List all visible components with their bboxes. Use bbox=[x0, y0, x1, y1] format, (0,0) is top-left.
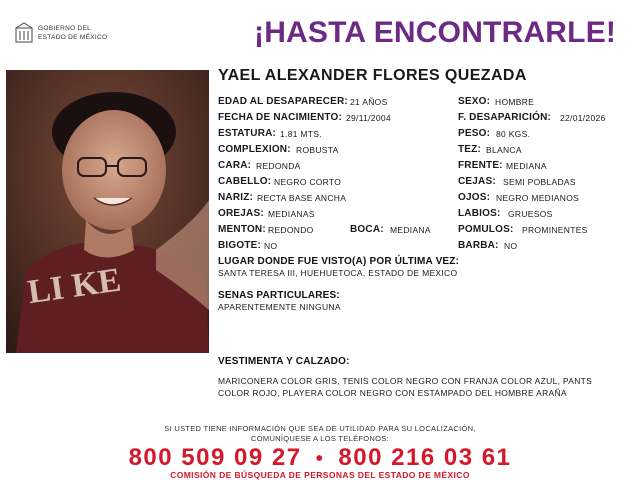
complexion-tone-value: BLANCA bbox=[486, 145, 522, 155]
chin-value: REDONDO bbox=[268, 225, 314, 235]
weight-label: PESO: bbox=[458, 128, 491, 139]
face-value: REDONDA bbox=[256, 161, 301, 171]
contact-note bbox=[120, 424, 520, 444]
distinguishing-marks-text: APARENTEMENTE NINGUNA bbox=[218, 302, 341, 312]
government-logo bbox=[14, 22, 114, 46]
eyebrows-label: CEJAS: bbox=[458, 176, 496, 187]
build-label: COMPLEXION: bbox=[218, 144, 291, 155]
clothing-text: MARICONERA COLOR GRIS, TENIS COLOR NEGRO CON FRANJA COLOR AZUL, PANTS COLOR ROJO, PLAYERA COLOR NEGRO CON ESTAMPADO DEL HOMBRE ARAÑA bbox=[218, 376, 593, 398]
cheekbones-value: PROMINENTES bbox=[522, 225, 588, 235]
nose-value: RECTA BASE ANCHA bbox=[257, 193, 347, 203]
mouth-label: BOCA: bbox=[350, 224, 384, 235]
birth-date-value: 29/11/2004 bbox=[346, 113, 391, 123]
beard-value: NO bbox=[504, 241, 518, 251]
cheekbones-label: POMULOS: bbox=[458, 224, 514, 235]
person-name: YAEL ALEXANDER FLORES QUEZADA bbox=[218, 67, 527, 84]
contact-note-line-2: COMUNÍQUESE A LOS TELÉFONOS: bbox=[251, 434, 389, 443]
hair-label: CABELLO: bbox=[218, 176, 272, 187]
phone-number-1[interactable]: 800 509 09 27 bbox=[128, 444, 302, 471]
eyes-value: NEGRO MEDIANOS bbox=[496, 193, 580, 203]
logo-line-2: ESTADO DE MÉXICO bbox=[38, 34, 108, 41]
lips-value: GRUESOS bbox=[508, 209, 553, 219]
height-value: 1.81 MTS. bbox=[280, 129, 322, 139]
photo-image bbox=[6, 70, 209, 353]
disappearance-date-value: 22/01/2026 bbox=[560, 113, 606, 123]
forehead-value: MEDIANA bbox=[506, 161, 547, 171]
contact-note-line-1: SI USTED TIENE INFORMACIÓN QUE SEA DE UTILIDAD PARA SU LOCALIZACIÓN, bbox=[164, 424, 476, 433]
phone-separator: • bbox=[315, 448, 325, 470]
eyebrows-value: SEMI POBLADAS bbox=[503, 177, 576, 187]
birth-date-label: FECHA DE NACIMIENTO: bbox=[218, 112, 342, 123]
face-label: CARA: bbox=[218, 160, 252, 171]
phone-numbers bbox=[0, 444, 640, 472]
complexion-tone-label: TEZ: bbox=[458, 144, 482, 155]
commission-name: COMISIÓN DE BÚSQUEDA DE PERSONAS DEL ESTADO DE MÉXICO bbox=[170, 470, 470, 480]
ears-label: OREJAS: bbox=[218, 208, 264, 219]
headline: ¡HASTA ENCONTRARLE! bbox=[254, 16, 617, 49]
ears-value: MEDIANAS bbox=[268, 209, 315, 219]
age-label: EDAD AL DESAPARECER: bbox=[218, 96, 348, 107]
logo-line-1: GOBIERNO DEL bbox=[38, 25, 92, 32]
state-emblem-icon bbox=[14, 22, 34, 44]
forehead-label: FRENTE: bbox=[458, 160, 503, 171]
last-seen-title: LUGAR DONDE FUE VISTO(A) POR ÚLTIMA VEZ: bbox=[218, 256, 460, 267]
hair-value: NEGRO CORTO bbox=[274, 177, 342, 187]
age-value: 21 AÑOS bbox=[350, 97, 388, 107]
clothing-title: VESTIMENTA Y CALZADO: bbox=[218, 356, 350, 367]
missing-person-photo bbox=[6, 70, 209, 353]
nose-label: NARIZ: bbox=[218, 192, 254, 203]
weight-value: 80 KGS. bbox=[496, 129, 531, 139]
disappearance-date-label: F. DESAPARICIÓN: bbox=[458, 112, 552, 123]
mouth-value: MEDIANA bbox=[390, 225, 431, 235]
build-value: ROBUSTA bbox=[296, 145, 339, 155]
sex-value: HOMBRE bbox=[495, 97, 535, 107]
chin-label: MENTON: bbox=[218, 224, 266, 235]
svg-text:LI KE: LI KE bbox=[25, 261, 124, 312]
distinguishing-marks-title: SENAS PARTICULARES: bbox=[218, 290, 340, 301]
last-seen-text: SANTA TERESA III, HUEHUETOCA, ESTADO DE MEXICO bbox=[218, 268, 458, 278]
mustache-label: BIGOTE: bbox=[218, 240, 262, 251]
beard-label: BARBA: bbox=[458, 240, 499, 251]
phone-number-2[interactable]: 800 216 03 61 bbox=[338, 444, 512, 471]
sex-label: SEXO: bbox=[458, 96, 491, 107]
height-label: ESTATURA: bbox=[218, 128, 277, 139]
mustache-value: NO bbox=[264, 241, 278, 251]
lips-label: LABIOS: bbox=[458, 208, 501, 219]
eyes-label: OJOS: bbox=[458, 192, 491, 203]
